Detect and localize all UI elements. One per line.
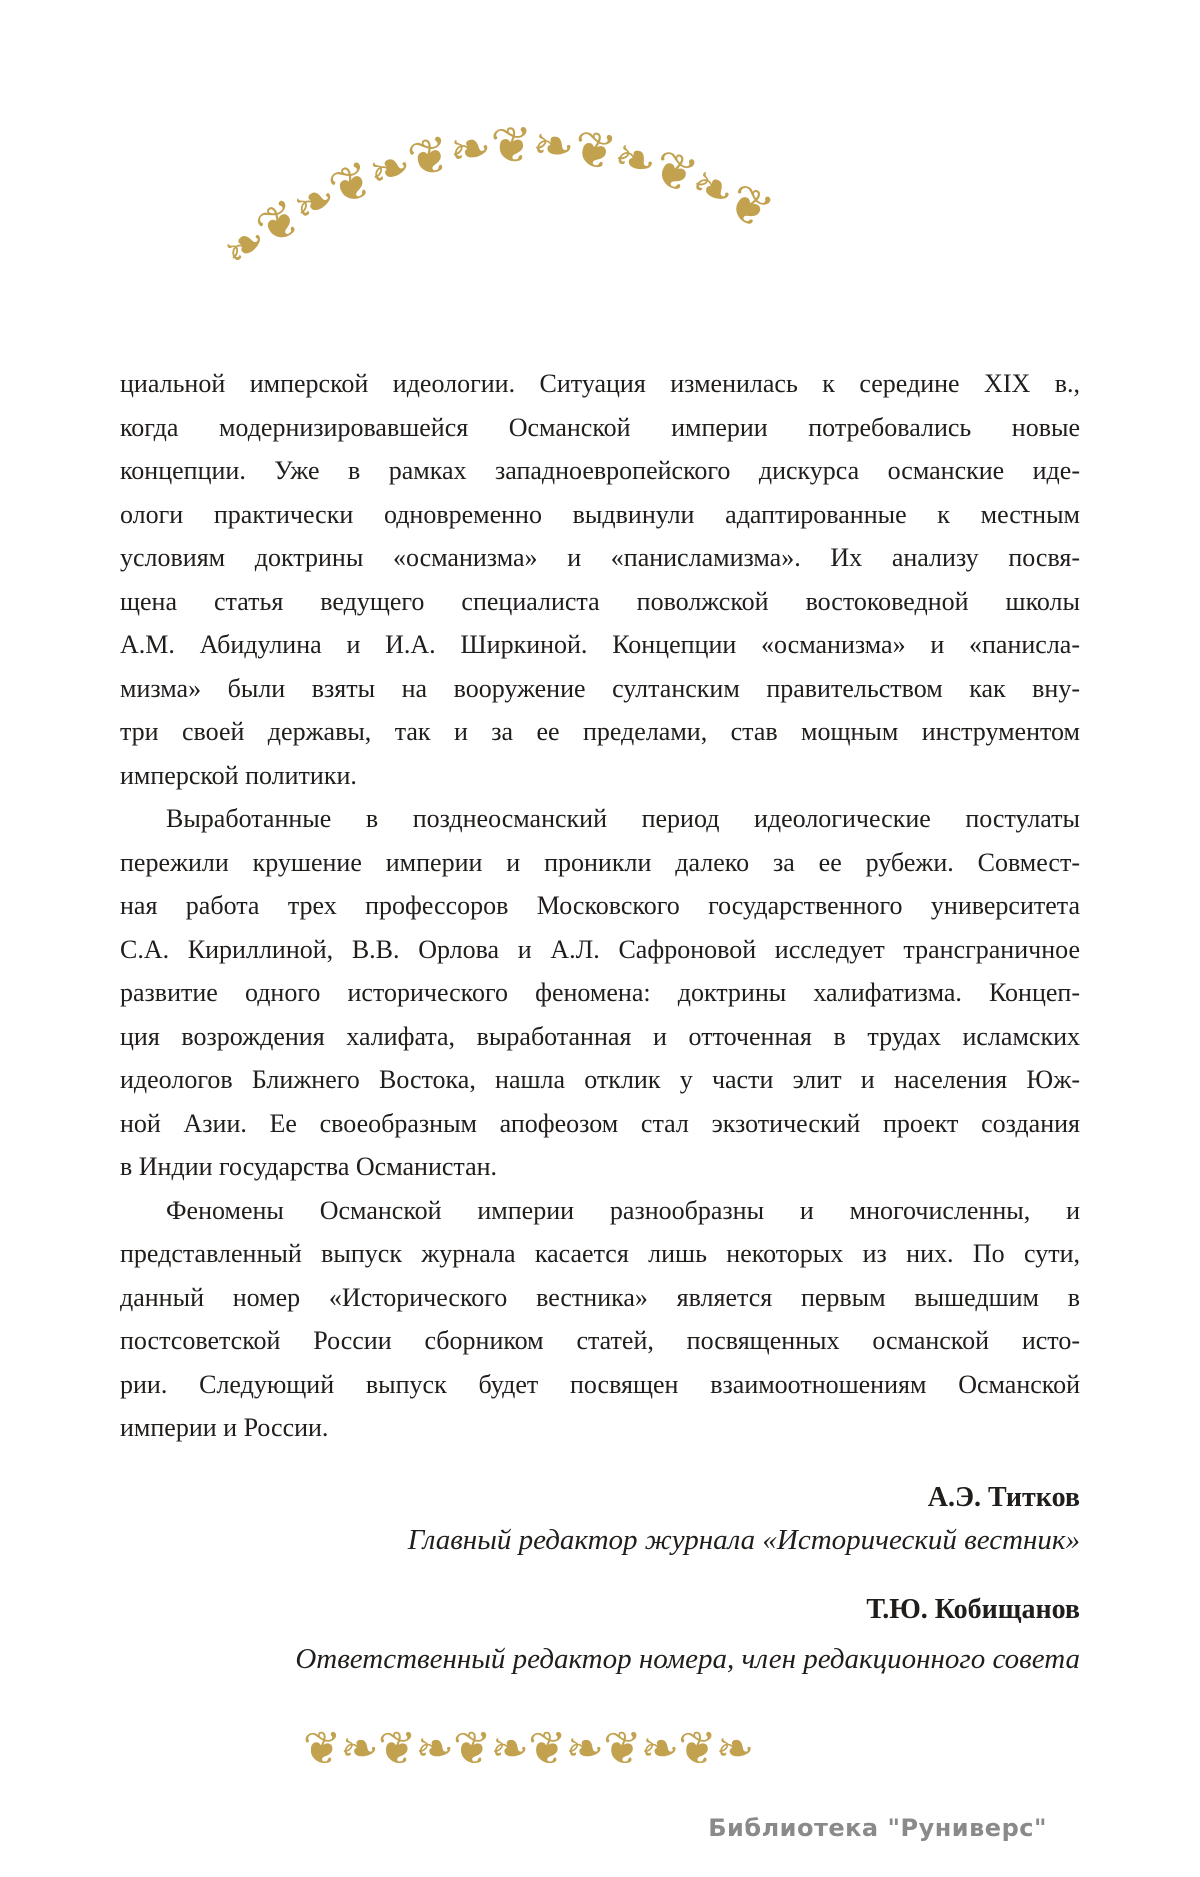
text-line: ция возрождения халифата, выработанная и отточенная в трудах исламских (120, 1021, 1080, 1051)
text-line: представленный выпуск журнала касается лишь некоторых из них. По сути, (120, 1239, 1080, 1268)
text-line: циальной имперской идеологии. Ситуация изменилась к середине XIX в., (120, 369, 1080, 398)
signature-name-2: Т.Ю. Кобищанов (866, 1594, 1080, 1625)
text-line: когда модернизировавшейся Османской империи потребовались новые (120, 412, 1080, 442)
text-line: ная работа трех профессоров Московского государственного университета (120, 891, 1080, 920)
text-line: в Индии государства Османистан. (120, 1152, 498, 1181)
text-line: Феномены Османской империи разнообразны и многочисленны, и (166, 1195, 1080, 1225)
text-line: пережили крушение империи и проникли далеко за ее рубежи. Совмест- (120, 847, 1080, 877)
signature-role-2: Ответственный редактор номера, член редакционного совета (295, 1643, 1080, 1675)
paragraph (120, 362, 1080, 797)
bottom-ornament-glyphs: ❦❧❦❧❦❧❦❧❦❧❦❧ (302, 1721, 754, 1775)
text-line: идеологов Ближнего Востока, нашла отклик у части элит и населения Юж- (120, 1065, 1080, 1094)
top-ornament-icon (0, 0, 1200, 330)
library-watermark: Библиотека "Руниверс" (708, 1814, 1047, 1842)
text-line: развитие одного исторического феномена: доктрины халифатизма. Концеп- (120, 978, 1080, 1007)
text-line: ологи практически одновременно выдвинули адаптированные к местным (120, 499, 1080, 529)
top-ornament-glyphs: ❧❦❧❦❧❦❧❦❧❦❧❦❧❦ (211, 115, 781, 282)
paragraph (120, 1189, 1080, 1450)
text-line: С.А. Кириллиной, В.В. Орлова и А.Л. Сафроновой исследует трансграничное (120, 934, 1080, 964)
svg-text:❧❦❧❦❧❦❧❦❧❦❧❦❧❦ (211, 116, 780, 282)
signature-name-1: А.Э. Титков (927, 1482, 1080, 1513)
text-line: три своей державы, так и за ее пределами, став мощным инструментом (120, 717, 1080, 746)
text-line: концепции. Уже в рамках западноевропейского дискурса османские иде- (120, 456, 1080, 485)
bottom-ornament-icon (0, 1716, 1200, 1786)
text-line: данный номер «Исторического вестника» является первым вышедшим в (120, 1282, 1080, 1312)
text-line: условиям доктрины «османизма» и «панисламизма». Их анализу посвя- (120, 543, 1080, 572)
text-line: мизма» были взяты на вооружение султанским правительством как вну- (120, 673, 1080, 703)
text-line: Выработанные в позднеосманский период идеологические постулаты (166, 804, 1080, 833)
text-line: А.М. Абидулина и И.А. Ширкиной. Концепции «османизма» и «панисла- (120, 630, 1080, 659)
text-line: имперской политики. (120, 760, 357, 790)
signature-role-1: Главный редактор журнала «Исторический вестник» (407, 1524, 1080, 1556)
text-line: империи и России. (120, 1413, 329, 1442)
text-line: рии. Следующий выпуск будет посвящен взаимоотношениям Османской (120, 1369, 1080, 1399)
paragraph (120, 797, 1080, 1189)
text-line: щена статья ведущего специалиста поволжской востоковедной школы (120, 586, 1080, 616)
text-line: постсоветской России сборником статей, посвященных османской исто- (120, 1326, 1080, 1355)
text-line: ной Азии. Ее своеобразным апофеозом стал экзотический проект создания (120, 1108, 1080, 1138)
main-text (120, 362, 1080, 1450)
